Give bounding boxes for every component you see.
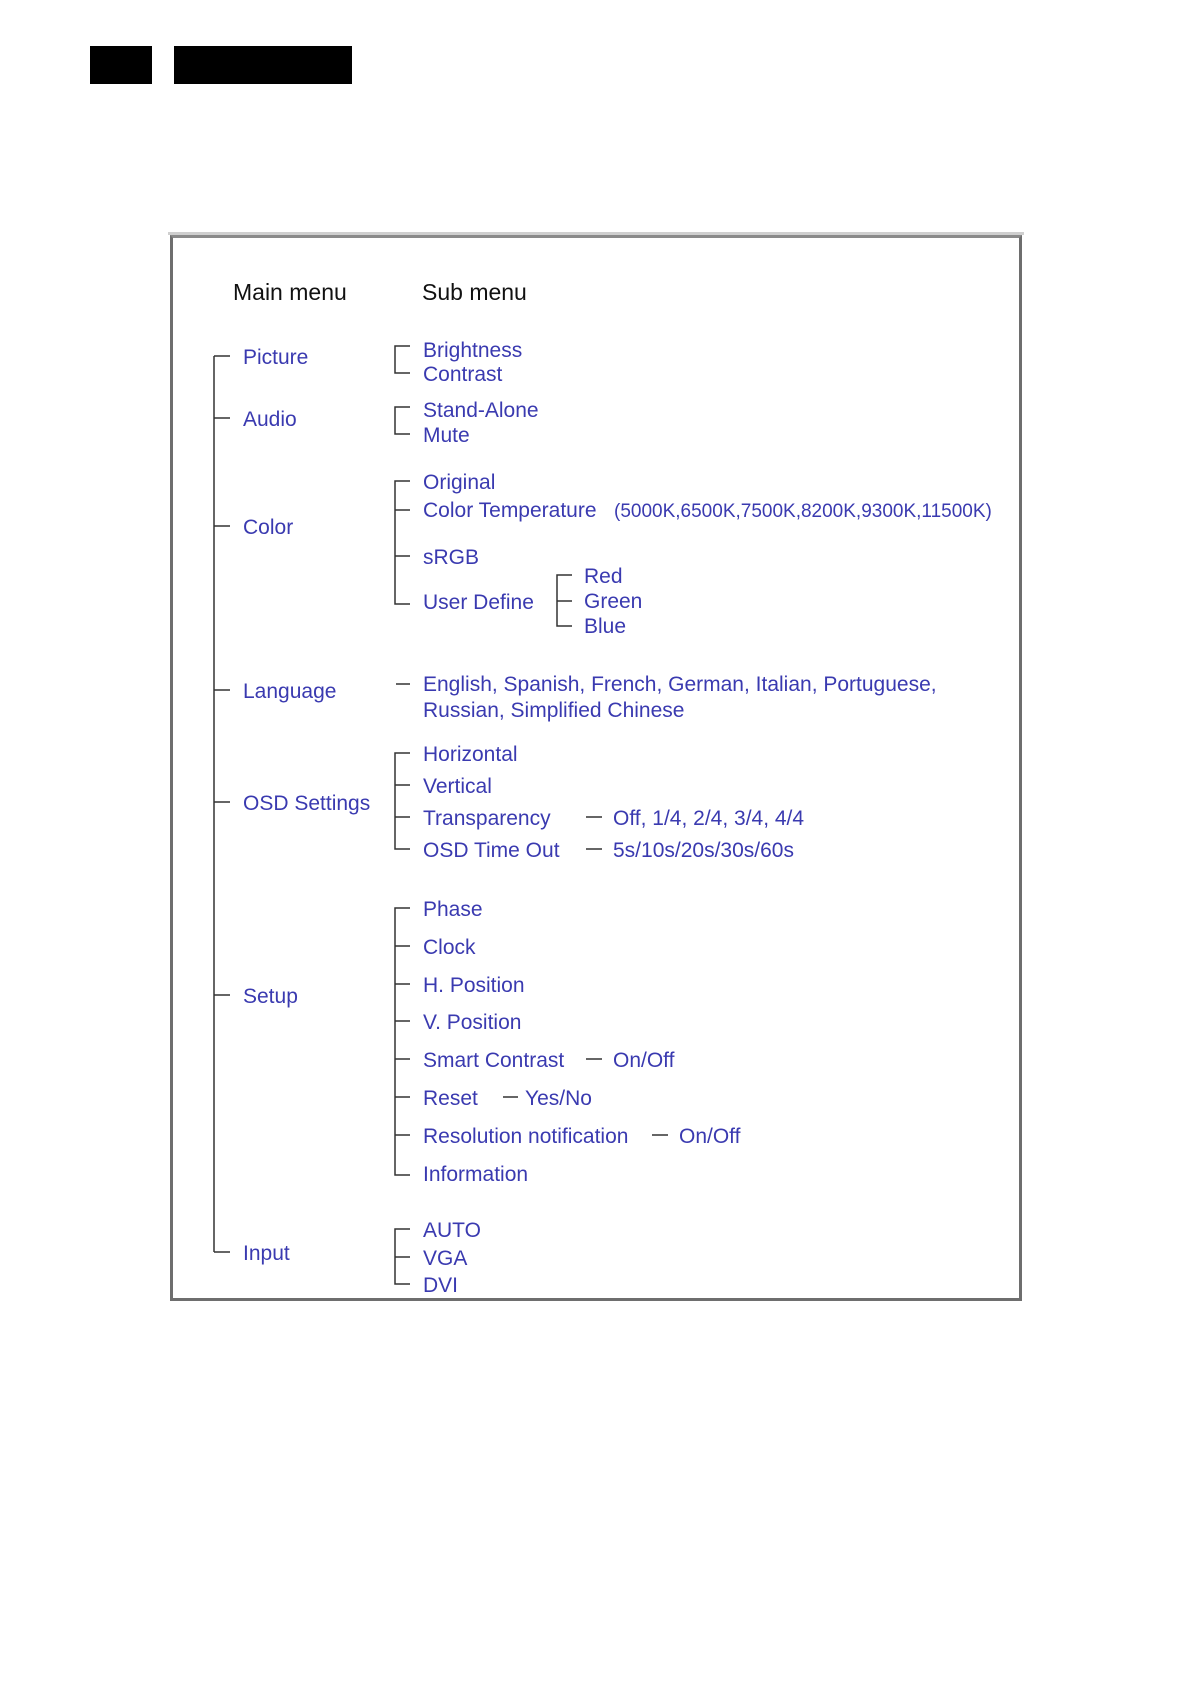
reset-values: Yes/No — [525, 1087, 592, 1110]
user-define-red: Red — [584, 565, 623, 588]
main-item-osd-settings: OSD Settings — [243, 792, 371, 815]
sub-item-brightness: Brightness — [423, 339, 523, 362]
sub-item-stand-alone: Stand-Alone — [423, 399, 539, 422]
sub-item-transparency: Transparency — [423, 807, 551, 830]
input-vga: VGA — [423, 1247, 468, 1270]
sub-item-original: Original — [423, 471, 496, 494]
user-define-green: Green — [584, 590, 643, 613]
main-item-audio: Audio — [243, 408, 297, 431]
color-temperature-values: (5000K,6500K,7500K,8200K,9300K,11500K) — [614, 501, 992, 522]
main-menu-header: Main menu — [233, 279, 347, 305]
bracket-picture — [395, 346, 410, 373]
smart-contrast-values: On/Off — [613, 1049, 675, 1072]
main-item-input: Input — [243, 1242, 290, 1265]
sub-menu-header: Sub menu — [422, 279, 527, 305]
sub-item-vertical: Vertical — [423, 775, 492, 798]
sub-item-horizontal: Horizontal — [423, 743, 518, 766]
sub-item-h-position: H. Position — [423, 974, 525, 997]
main-item-setup: Setup — [243, 985, 298, 1008]
sub-item-smart-contrast: Smart Contrast — [423, 1049, 565, 1072]
sub-item-v-position: V. Position — [423, 1011, 522, 1034]
user-define-blue: Blue — [584, 615, 627, 638]
sub-item-contrast: Contrast — [423, 363, 503, 386]
sub-item-information: Information — [423, 1163, 529, 1186]
input-auto: AUTO — [423, 1219, 481, 1242]
sub-item-resolution-notification: Resolution notification — [423, 1125, 629, 1148]
resolution-notification-values: On/Off — [679, 1125, 741, 1148]
sub-item-osd-timeout: OSD Time Out — [423, 839, 560, 862]
sub-item-phase: Phase — [423, 898, 483, 921]
sub-item-color-temperature: Color Temperature — [423, 499, 597, 522]
input-dvi: DVI — [423, 1274, 459, 1297]
bracket-color — [395, 481, 410, 604]
sub-item-clock: Clock — [423, 936, 476, 959]
main-item-picture: Picture — [243, 346, 309, 369]
language-options-line2: Russian, Simplified Chinese — [423, 699, 685, 722]
bracket-osd — [395, 753, 410, 849]
osd-timeout-values: 5s/10s/20s/30s/60s — [613, 839, 794, 862]
main-item-language: Language — [243, 680, 337, 703]
sub-item-srgb: sRGB — [423, 546, 480, 569]
transparency-values: Off, 1/4, 2/4, 3/4, 4/4 — [613, 807, 805, 830]
sub-item-reset: Reset — [423, 1087, 478, 1110]
main-item-color: Color — [243, 516, 294, 539]
bracket-audio — [395, 407, 410, 434]
sub-item-user-define: User Define — [423, 591, 534, 614]
sub-item-mute: Mute — [423, 424, 470, 447]
language-options-line1: English, Spanish, French, German, Italian, Portuguese, — [423, 673, 937, 696]
